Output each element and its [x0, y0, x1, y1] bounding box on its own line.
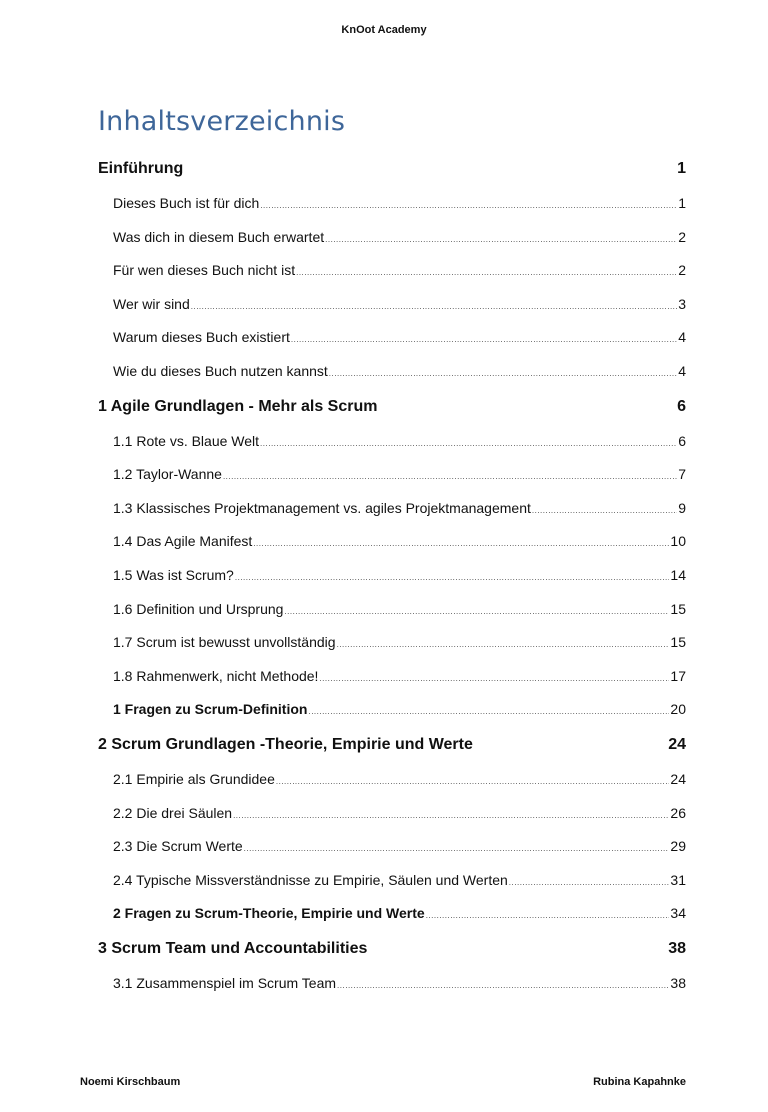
toc-entry[interactable]: [98, 492, 686, 526]
toc-entry-page: 38: [668, 939, 686, 957]
toc-entry-page: 15: [670, 634, 686, 651]
toc-entry-label: 3 Scrum Team und Accountabilities: [98, 939, 368, 957]
footer-author-right: Rubina Kapahnke: [593, 1076, 686, 1088]
toc-entry-page: 14: [670, 566, 686, 583]
toc-entry-label: 2.2 Die drei Säulen: [113, 804, 233, 821]
toc-entry-label: 2 Fragen zu Scrum-Theorie, Empirie und Werte: [113, 905, 425, 922]
toc-entry-page: 17: [670, 667, 686, 684]
toc-entry-label: Wer wir sind: [113, 295, 190, 312]
toc-entry[interactable]: [98, 525, 686, 559]
dot-leader: [329, 357, 677, 391]
toc-entry-label: 1.2 Taylor-Wanne: [113, 466, 222, 483]
toc-entry-page: 9: [678, 499, 686, 516]
toc-entry[interactable]: [98, 288, 686, 322]
toc-entry[interactable]: [98, 425, 686, 459]
dot-leader: [260, 427, 677, 461]
toc-entry-page: 29: [670, 838, 686, 855]
dot-leader: [426, 899, 670, 933]
toc-entry-page: 3: [678, 295, 686, 312]
toc-entry-page: 20: [670, 701, 686, 718]
toc-entry[interactable]: [98, 830, 686, 864]
toc-entry-label: Dieses Buch ist für dich: [113, 195, 260, 211]
toc-entry[interactable]: [98, 254, 686, 288]
toc-entry-page: 2: [678, 228, 686, 245]
dot-leader: [233, 799, 669, 833]
toc-entry-label: 1.7 Scrum ist bewusst unvollständig: [113, 634, 336, 651]
dot-leader: [509, 866, 670, 900]
toc-entry-label: Einführung: [98, 160, 184, 177]
dot-leader: [244, 832, 670, 866]
page-header: KnOot Academy: [341, 24, 427, 36]
toc-entry-page: 15: [670, 600, 686, 617]
toc-entry-label: 1.8 Rahmenwerk, nicht Methode!: [113, 667, 319, 684]
toc-entry-label: Warum dieses Buch existiert: [113, 329, 290, 346]
toc-entry-page: 4: [678, 362, 686, 379]
toc-entry-label: 1 Agile Grundlagen - Mehr als Scrum: [98, 397, 378, 415]
toc-entry[interactable]: [98, 693, 686, 727]
toc-chapter[interactable]: [98, 151, 686, 187]
toc-entry[interactable]: [98, 355, 686, 389]
toc-entry-page: 31: [670, 871, 686, 888]
toc-entry[interactable]: [98, 897, 686, 931]
dot-leader: [319, 662, 669, 696]
toc-entry-label: Wie du dieses Buch nutzen kannst: [113, 362, 328, 379]
dot-leader: [253, 527, 669, 561]
toc-entry-page: 1: [678, 195, 686, 211]
table-of-contents: [98, 151, 686, 1000]
toc-entry-label: 1.6 Definition und Ursprung: [113, 600, 284, 617]
toc-entry-page: 6: [678, 432, 686, 449]
dot-leader: [235, 561, 670, 595]
dot-leader: [325, 223, 677, 257]
dot-leader: [337, 969, 669, 1003]
toc-entry-page: 10: [670, 533, 686, 550]
toc-entry-label: 2 Scrum Grundlagen -Theorie, Empirie und Werte: [98, 735, 473, 753]
toc-chapter[interactable]: [98, 389, 686, 425]
toc-entry[interactable]: [98, 797, 686, 831]
toc-entry[interactable]: [98, 187, 686, 221]
toc-entry-page: 24: [668, 735, 686, 753]
toc-entry-page: 38: [670, 974, 686, 991]
toc-entry-label: Was dich in diesem Buch erwartet: [113, 228, 325, 245]
toc-chapter[interactable]: [98, 931, 686, 967]
toc-entry[interactable]: [98, 660, 686, 694]
dot-leader: [308, 695, 669, 729]
toc-entry-page: 1: [677, 160, 686, 177]
footer-author-left: Noemi Kirschbaum: [80, 1076, 181, 1088]
toc-entry-label: 2.4 Typische Missverständnisse zu Empirie, Säulen und Werten: [113, 871, 508, 888]
dot-leader: [223, 460, 677, 494]
toc-entry-label: 3.1 Zusammenspiel im Scrum Team: [113, 974, 337, 991]
toc-chapter[interactable]: [98, 727, 686, 763]
toc-entry[interactable]: [98, 967, 686, 1001]
toc-entry-label: 1.1 Rote vs. Blaue Welt: [113, 432, 260, 449]
toc-entry[interactable]: [98, 626, 686, 660]
toc-entry[interactable]: [98, 864, 686, 898]
toc-entry-label: 1 Fragen zu Scrum-Definition: [113, 701, 308, 718]
toc-entry-label: 2.1 Empirie als Grundidee: [113, 770, 275, 787]
toc-entry-label: 1.4 Das Agile Manifest: [113, 533, 253, 550]
toc-entry-label: Für wen dieses Buch nicht ist: [113, 262, 296, 279]
toc-entry-page: 24: [670, 770, 686, 787]
toc-entry[interactable]: [98, 221, 686, 255]
toc-entry-label: 1.5 Was ist Scrum?: [113, 566, 234, 583]
toc-entry-page: 6: [677, 397, 686, 415]
toc-entry-label: 1.3 Klassisches Projektmanagement vs. agiles Projektmanagement: [113, 499, 531, 516]
dot-leader: [291, 323, 677, 357]
toc-entry[interactable]: [98, 559, 686, 593]
toc-entry[interactable]: [98, 593, 686, 627]
dot-leader: [532, 494, 677, 528]
toc-entry[interactable]: [98, 763, 686, 797]
toc-entry-page: 34: [670, 905, 686, 922]
page-title: Inhaltsverzeichnis: [98, 106, 346, 137]
toc-entry-page: 4: [678, 329, 686, 346]
toc-entry-page: 2: [678, 262, 686, 279]
toc-entry-label: 2.3 Die Scrum Werte: [113, 838, 243, 855]
toc-entry-page: 26: [670, 804, 686, 821]
dot-leader: [284, 595, 669, 629]
dot-leader: [191, 290, 677, 324]
dot-leader: [337, 628, 670, 662]
dot-leader: [276, 765, 670, 799]
toc-entry[interactable]: [98, 458, 686, 492]
toc-entry[interactable]: [98, 321, 686, 355]
dot-leader: [296, 256, 677, 290]
toc-entry-page: 7: [678, 466, 686, 483]
dot-leader: [260, 189, 677, 223]
